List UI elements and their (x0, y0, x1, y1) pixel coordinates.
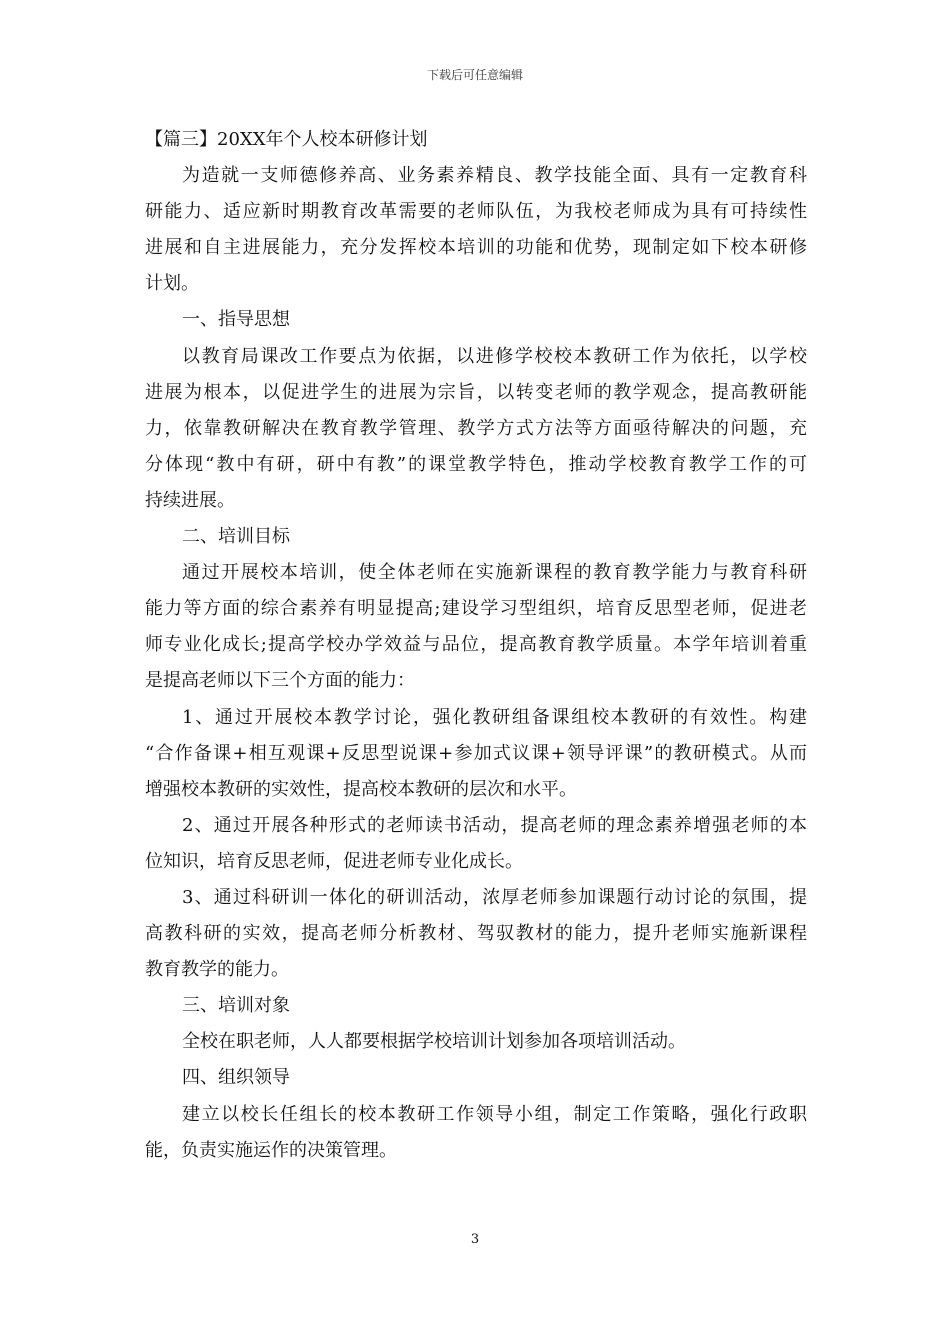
paragraph-line: 持续进展。 (145, 489, 235, 511)
heading-organization-leadership: 四、组织领导 (182, 1067, 290, 1089)
paragraph-line: 能，负责实施运作的决策管理。 (145, 1139, 397, 1161)
paragraph-line: 力，依靠教研解决在教育教学管理、教学方式方法等方面亟待解决的问题，充 (145, 417, 807, 439)
paragraph-line: 进展和自主进展能力，充分发挥校本培训的功能和优势，现制定如下校本研修 (145, 237, 807, 259)
paragraph-line: 为造就一支师德修养高、业务素养精良、教学技能全面、具有一定教育科 (182, 165, 807, 187)
paragraph-line: 是提高老师以下三个方面的能力： (145, 670, 415, 692)
list-item-line: 2、通过开展各种形式的老师读书活动，提高老师的理念素养增强老师的本 (182, 814, 807, 836)
page-number: 3 (470, 1232, 480, 1247)
section-title: 【篇三】20XX年个人校本研修计划 (145, 129, 428, 150)
paragraph-line: 建立以校长任组长的校本教研工作领导小组，制定工作策略，强化行政职 (182, 1103, 807, 1125)
list-item-line: 高教科研的实效，提高老师分析教材、驾驭教材的能力，提升老师实施新课程 (145, 923, 807, 945)
heading-guiding-ideology: 一、指导思想 (182, 309, 290, 331)
heading-training-goals: 二、培训目标 (182, 526, 290, 548)
list-item-line: “合作备课+相互观课+反思型说课+参加式议课+领导评课”的教研模式。从而 (145, 742, 807, 764)
paragraph-line: 进展为根本，以促进学生的进展为宗旨，以转变老师的教学观念，提高教研能 (145, 381, 807, 403)
list-item-line: 1、通过开展校本教学讨论，强化教研组备课组校本教研的有效性。构建 (182, 706, 807, 728)
heading-training-targets: 三、培训对象 (182, 995, 290, 1017)
list-item-line: 教育教学的能力。 (145, 959, 289, 981)
paragraph-line: 通过开展校本培训，使全体老师在实施新课程的教育教学能力与教育科研 (182, 562, 807, 584)
paragraph-line: 分体现“教中有研，研中有教”的课堂教学特色，推动学校教育教学工作的可 (145, 453, 807, 475)
paragraph-line: 师专业化成长;提高学校办学效益与品位，提高教育教学质量。本学年培训着重 (145, 634, 807, 656)
list-item-line: 3、通过科研训一体化的研训活动，浓厚老师参加课题行动讨论的氛围，提 (182, 886, 807, 908)
header-note: 下载后可任意编辑 (426, 68, 523, 82)
paragraph-line: 以教育局课改工作要点为依据，以进修学校校本教研工作为依托，以学校 (182, 345, 807, 367)
paragraph-line: 计划。 (145, 273, 199, 295)
paragraph-line: 全校在职老师，人人都要根据学校培训计划参加各项培训活动。 (182, 1031, 686, 1053)
list-item-line: 位知识，培育反思老师，促进老师专业化成长。 (145, 850, 523, 872)
paragraph-line: 能力等方面的综合素养有明显提高;建设学习型组织，培育反思型老师，促进老 (145, 598, 807, 620)
document-body (145, 122, 807, 1169)
list-item-line: 增强校本教研的实效性，提高校本教研的层次和水平。 (145, 778, 577, 800)
paragraph-line: 研能力、适应新时期教育改革需要的老师队伍，为我校老师成为具有可持续性 (145, 201, 807, 223)
